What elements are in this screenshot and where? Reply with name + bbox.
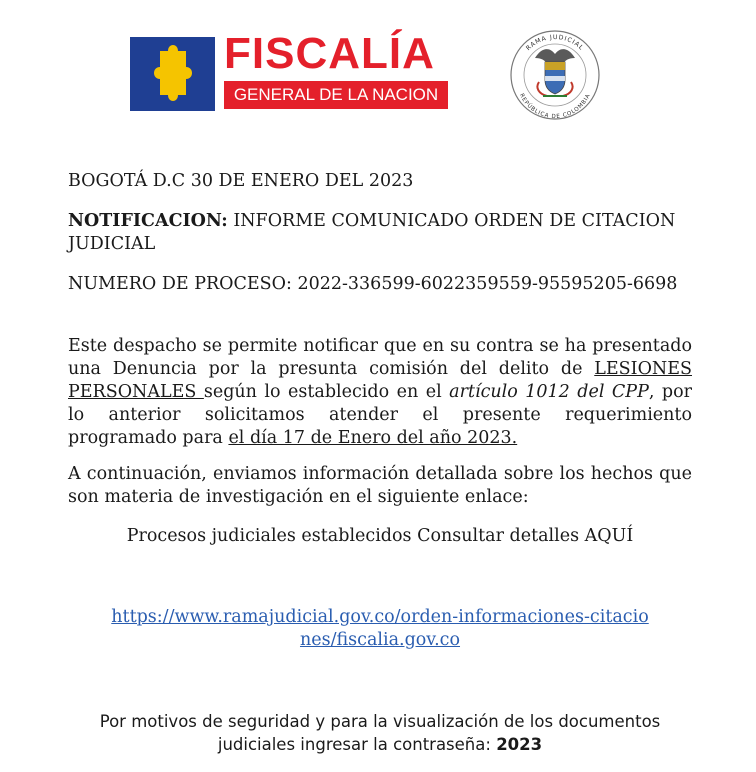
notification-label: NOTIFICACION: xyxy=(68,211,228,231)
puzzle-piece-icon xyxy=(130,37,215,111)
footer-note xyxy=(60,710,700,756)
body-paragraph-2: A continuación, enviamos información detallada sobre los hechos que son materia de investigación en el siguiente enlace: xyxy=(68,464,692,507)
body1-part3: , por lo anterior solicitamos atender el presente requerimiento programado para xyxy=(68,382,693,448)
article-reference: artículo 1012 del CPP xyxy=(449,382,649,402)
process-number: 2022-336599-6022359559-95595205-6698 xyxy=(297,274,678,294)
date-line: BOGOTÁ D.C 30 DE ENERO DEL 2023 xyxy=(68,171,414,191)
notification-line xyxy=(68,210,692,256)
fiscalia-emblem-box xyxy=(130,37,215,111)
appointment-date: el día 17 de Enero del año 2023. xyxy=(228,428,518,448)
body1-part1: Este despacho se permite notificar que en su contra se ha presentado una Denuncia por la presunta comisión del delito de xyxy=(68,336,692,379)
body-paragraph-1 xyxy=(68,335,692,450)
fiscalia-subtitle: GENERAL DE LA NACION xyxy=(224,81,448,109)
crime-name: LESIONES PERSONALES xyxy=(68,359,692,402)
fiscalia-title: FISCALÍA xyxy=(224,29,435,78)
footer-text: Por motivos de seguridad y para la visualización de los documentos judiciales ingresar la contraseña: xyxy=(99,712,661,754)
process-line xyxy=(68,273,692,296)
footer-password: 2023 xyxy=(496,735,543,754)
process-label: NUMERO DE PROCESO: xyxy=(68,274,298,294)
seal-bottom-text: REPÚBLICA DE COLOMBIA xyxy=(518,92,592,120)
details-line: Procesos judiciales establecidos Consultar detalles AQUÍ xyxy=(126,526,634,546)
citation-link[interactable]: https://www.ramajudicial.gov.co/orden-informaciones-citaciones/fiscalia.gov.co xyxy=(111,607,649,650)
fiscalia-logo xyxy=(130,29,450,113)
notification-text: INFORME COMUNICADO ORDEN DE CITACION JUDICIAL xyxy=(68,211,676,254)
body1-part2: según lo establecido en el xyxy=(203,382,450,402)
link-paragraph xyxy=(110,606,650,652)
rama-judicial-seal xyxy=(505,30,605,120)
seal-top-text: RAMA JUDICIAL xyxy=(524,33,586,53)
